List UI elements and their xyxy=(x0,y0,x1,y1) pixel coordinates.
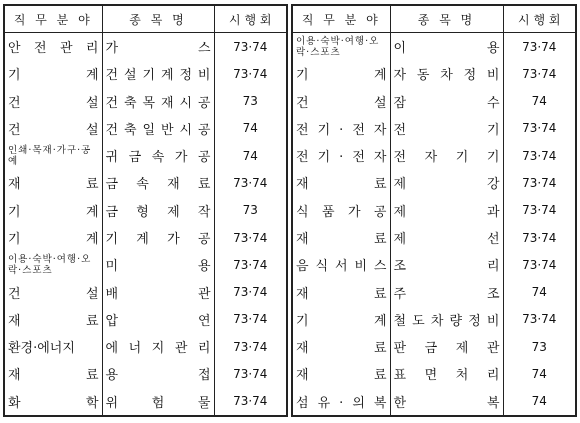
count-cell: 73 xyxy=(214,88,287,115)
count-cell: 73·74 xyxy=(214,306,287,333)
field-cell: 환경·에너지 xyxy=(4,333,102,360)
table-row xyxy=(292,306,576,333)
name-cell: 제 강 xyxy=(390,169,503,196)
count-cell: 74 xyxy=(214,115,287,142)
table-row xyxy=(292,387,576,416)
table-row xyxy=(292,60,576,87)
field-cell: 재 료 xyxy=(4,169,102,196)
table-row xyxy=(292,197,576,224)
field-cell: 전 기 · 전 자 xyxy=(292,142,390,169)
count-cell: 74 xyxy=(503,278,576,305)
count-cell: 74 xyxy=(503,88,576,115)
name-cell: 이 용 xyxy=(390,33,503,61)
field-cell: 재 료 xyxy=(292,333,390,360)
count-cell: 73·74 xyxy=(503,197,576,224)
field-cell: 기 계 xyxy=(292,60,390,87)
table-header-row xyxy=(4,5,287,33)
name-cell: 전 기 xyxy=(390,115,503,142)
name-cell: 주 조 xyxy=(390,278,503,305)
table-row xyxy=(292,251,576,278)
field-cell: 재 료 xyxy=(4,306,102,333)
field-cell: 안 전 관 리 xyxy=(4,33,102,61)
field-cell: 재 료 xyxy=(292,278,390,305)
count-cell: 73·74 xyxy=(503,115,576,142)
field-cell: 건 설 xyxy=(4,115,102,142)
field-cell: 기 계 xyxy=(4,224,102,251)
field-cell: 재 료 xyxy=(292,360,390,387)
count-cell: 73·74 xyxy=(503,60,576,87)
name-cell: 한 복 xyxy=(390,387,503,416)
table-body-left xyxy=(4,33,287,417)
count-cell: 73·74 xyxy=(214,278,287,305)
table-row xyxy=(4,197,287,224)
table-row xyxy=(4,33,287,61)
field-cell: 화 학 xyxy=(4,387,102,416)
count-cell: 73·74 xyxy=(503,306,576,333)
table-row xyxy=(4,169,287,196)
name-cell: 건 설 기 계 정 비 xyxy=(102,60,214,87)
table-row xyxy=(292,278,576,305)
name-cell: 미 용 xyxy=(102,251,214,278)
count-cell: 73·74 xyxy=(214,387,287,416)
table-row xyxy=(4,142,287,169)
table-body-right xyxy=(292,33,576,417)
field-cell: 전 기 · 전 자 xyxy=(292,115,390,142)
name-cell: 판 금 제 관 xyxy=(390,333,503,360)
name-cell: 제 선 xyxy=(390,224,503,251)
header-name: 종 목 명 xyxy=(390,5,503,33)
count-cell: 73·74 xyxy=(214,169,287,196)
name-cell: 잠 수 xyxy=(390,88,503,115)
field-cell: 건 설 xyxy=(292,88,390,115)
count-cell: 73·74 xyxy=(503,169,576,196)
header-name: 종 목 명 xyxy=(102,5,214,33)
field-cell: 인쇄·목재·가구·공예 xyxy=(4,142,102,169)
field-cell: 건 설 xyxy=(4,278,102,305)
name-cell: 금 속 재 료 xyxy=(102,169,214,196)
header-count: 시 행 회 xyxy=(214,5,287,33)
field-cell: 재 료 xyxy=(292,224,390,251)
count-cell: 73 xyxy=(214,197,287,224)
name-cell: 귀 금 속 가 공 xyxy=(102,142,214,169)
field-cell: 식 품 가 공 xyxy=(292,197,390,224)
exam-table-right xyxy=(291,4,577,417)
field-cell: 기 계 xyxy=(4,60,102,87)
header-count: 시 행 회 xyxy=(503,5,576,33)
name-cell: 압 연 xyxy=(102,306,214,333)
table-row xyxy=(4,306,287,333)
field-cell: 재 료 xyxy=(4,360,102,387)
table-row xyxy=(4,115,287,142)
count-cell: 73·74 xyxy=(214,33,287,61)
table-row xyxy=(4,60,287,87)
name-cell: 가 스 xyxy=(102,33,214,61)
field-cell: 건 설 xyxy=(4,88,102,115)
name-cell: 건 축 목 재 시 공 xyxy=(102,88,214,115)
name-cell: 조 리 xyxy=(390,251,503,278)
table-row xyxy=(4,224,287,251)
table-row xyxy=(292,224,576,251)
table-row xyxy=(292,142,576,169)
table-row xyxy=(4,360,287,387)
count-cell: 74 xyxy=(503,387,576,416)
count-cell: 73·74 xyxy=(503,224,576,251)
field-cell: 이용·숙박·여행·오락·스포츠 xyxy=(292,33,390,61)
table-row xyxy=(4,88,287,115)
field-cell: 재 료 xyxy=(292,169,390,196)
count-cell: 73·74 xyxy=(214,224,287,251)
name-cell: 금 형 제 작 xyxy=(102,197,214,224)
count-cell: 73·74 xyxy=(503,33,576,61)
table-row xyxy=(292,360,576,387)
field-cell: 기 계 xyxy=(4,197,102,224)
field-cell: 음 식 서 비 스 xyxy=(292,251,390,278)
table-row xyxy=(292,333,576,360)
field-cell: 이용·숙박·여행·오락·스포츠 xyxy=(4,251,102,278)
table-row xyxy=(4,251,287,278)
count-cell: 73 xyxy=(503,333,576,360)
header-field: 직 무 분 야 xyxy=(4,5,102,33)
field-cell: 기 계 xyxy=(292,306,390,333)
count-cell: 73·74 xyxy=(503,251,576,278)
count-cell: 74 xyxy=(503,360,576,387)
name-cell: 기 계 가 공 xyxy=(102,224,214,251)
name-cell: 에 너 지 관 리 xyxy=(102,333,214,360)
name-cell: 건 축 일 반 시 공 xyxy=(102,115,214,142)
count-cell: 73·74 xyxy=(214,360,287,387)
name-cell: 배 관 xyxy=(102,278,214,305)
name-cell: 위 험 물 xyxy=(102,387,214,416)
name-cell: 전 자 기 기 xyxy=(390,142,503,169)
table-row xyxy=(4,387,287,416)
name-cell: 제 과 xyxy=(390,197,503,224)
table-row xyxy=(292,115,576,142)
table-row xyxy=(4,333,287,360)
table-row xyxy=(292,169,576,196)
table-row xyxy=(292,33,576,61)
count-cell: 73·74 xyxy=(214,251,287,278)
name-cell: 용 접 xyxy=(102,360,214,387)
count-cell: 74 xyxy=(214,142,287,169)
header-field: 직 무 분 야 xyxy=(292,5,390,33)
table-row xyxy=(292,88,576,115)
table-header-row xyxy=(292,5,576,33)
count-cell: 73·74 xyxy=(503,142,576,169)
name-cell: 철 도 차 량 정 비 xyxy=(390,306,503,333)
name-cell: 표 면 처 리 xyxy=(390,360,503,387)
count-cell: 73·74 xyxy=(214,333,287,360)
count-cell: 73·74 xyxy=(214,60,287,87)
name-cell: 자 동 차 정 비 xyxy=(390,60,503,87)
table-row xyxy=(4,278,287,305)
field-cell: 섬 유 · 의 복 xyxy=(292,387,390,416)
exam-table-left xyxy=(3,4,288,417)
